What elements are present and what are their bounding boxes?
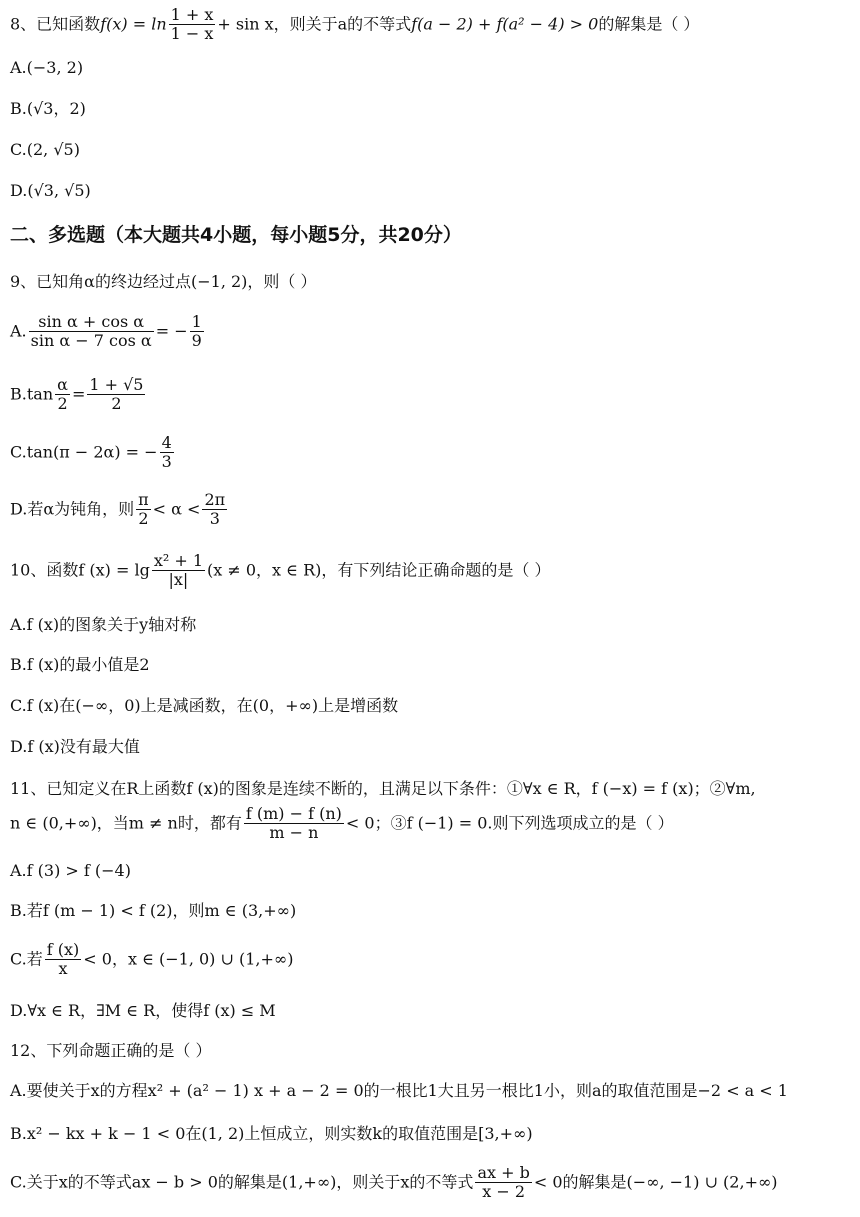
- q9-option-b: B.tan $\frac{\alpha}{2}$ = $\frac{1 + √5}{2}$: [10, 375, 144, 414]
- q8-func-lhs: f(x) = ln: [100, 14, 167, 34]
- q12-stem: 12、下列命题正确的是（ ）: [10, 1041, 212, 1060]
- q10-option-d: D.f (x)没有最大值: [10, 737, 140, 756]
- q8-frac-num: 1 + x: [170, 5, 214, 24]
- q8-fraction: [169, 6, 216, 44]
- q9b-fraction: $\frac{\alpha}{2}$: [57, 375, 68, 414]
- q8-option-b: B.(√3，2): [10, 99, 86, 118]
- q8-option-a: A.(−3, 2): [10, 58, 84, 77]
- q10-option-a: A.f (x)的图象关于y轴对称: [10, 615, 197, 634]
- q9-option-a: A. $\frac{\text{sin α + cos α}}{\text{sin α − 7 cos α}}$ = − $\frac{1}{9}$: [10, 312, 202, 351]
- q11-line2: n ∈ (0,+∞)，当m ≠ n时，都有 $\frac{f (m) - f (n)}{m - n}$ < 0；③f (−1) = 0.则下列选项成立的是（ ）: [10, 804, 674, 843]
- q9a-fraction: $\frac{\text{sin α + cos α}}{\text{sin α − 7 cos α}}$: [30, 312, 152, 351]
- q8-frac-den: 1 − x: [170, 24, 214, 44]
- q9-option-c: C.tan(π − 2α) = − $\frac{4}{3}$: [10, 433, 172, 472]
- q11c-fraction: $\frac{f (x)}{x}$: [46, 940, 80, 979]
- q11-fraction: $\frac{f (m) - f (n)}{m - n}$: [245, 804, 342, 843]
- q11-line1: 11、已知定义在R上函数f (x)的图象是连续不断的，且满足以下条件：①∀x ∈ R，f (−x) = f (x)；②∀m,: [10, 779, 756, 798]
- q10-option-b: B.f (x)的最小值是2: [10, 655, 150, 674]
- section-title: 二、多选题（本大题共4小题，每小题5分，共20分）: [10, 224, 462, 246]
- q9c-fraction: $\frac{4}{3}$: [161, 433, 172, 472]
- q12-option-c: C.关于x的不等式ax − b > 0的解集是(1,+∞)，则关于x的不等式 $\frac{ax + b}{x - 2}$ < 0的解集是(−∞, −1) ∪ (2,+∞): [10, 1163, 778, 1202]
- q11-option-b: B.若f (m − 1) < f (2)，则m ∈ (3,+∞): [10, 901, 297, 920]
- q8-stem: [10, 6, 699, 44]
- q8-prefix: 8、已知函数: [10, 14, 101, 34]
- q9a-rhs-fraction: $\frac{1}{9}$: [191, 312, 202, 351]
- q10-fraction: $\frac{\text{x² + 1}}{|x|}$: [153, 551, 204, 590]
- q9b-rhs-fraction: $\frac{1 + √5}{2}$: [89, 375, 144, 414]
- q10-stem: 10、函数f (x) = lg $\frac{\text{x² + 1}}{|x|}$ (x ≠ 0，x ∈ R)，有下列结论正确命题的是（ ）: [10, 551, 551, 590]
- q8-func-tail: + sin x: [217, 14, 274, 34]
- q9-stem: 9、已知角α的终边经过点(−1, 2)，则（ ）: [10, 272, 317, 291]
- q11-option-a: A.f (3) > f (−4): [10, 861, 131, 880]
- q11-option-d: D.∀x ∈ R，∃M ∈ R，使得f (x) ≤ M: [10, 1001, 276, 1020]
- q12c-fraction: $\frac{ax + b}{x - 2}$: [477, 1163, 530, 1202]
- q11-option-c: C.若 $\frac{f (x)}{x}$ < 0，x ∈ (−1, 0) ∪ (1,+∞): [10, 940, 294, 979]
- q8-ineq: f(a − 2) + f(a² − 4) > 0: [411, 14, 599, 34]
- q9d-right-fraction: $\frac{2\pi}{3}$: [204, 490, 226, 529]
- q8-option-d: D.(√3, √5): [10, 181, 91, 200]
- q12-option-a: A.要使关于x的方程x² + (a² − 1) x + a − 2 = 0的一根比1大且另一根比1小，则a的取值范围是−2 < a < 1: [10, 1081, 788, 1100]
- q9-option-d: D.若α为钝角，则 $\frac{\pi}{2}$ < α < $\frac{2\pi}{3}$: [10, 490, 226, 529]
- q8-option-c: C.(2, √5): [10, 140, 80, 159]
- q8-mid: ，则关于a的不等式: [273, 14, 412, 34]
- q9d-left-fraction: $\frac{\pi}{2}$: [138, 490, 149, 529]
- q8-suffix: 的解集是（ ）: [598, 14, 700, 34]
- q12-option-b: B.x² − kx + k − 1 < 0在(1, 2)上恒成立，则实数k的取值范围是[3,+∞): [10, 1124, 533, 1143]
- q10-option-c: C.f (x)在(−∞，0)上是减函数，在(0，+∞)上是增函数: [10, 696, 399, 715]
